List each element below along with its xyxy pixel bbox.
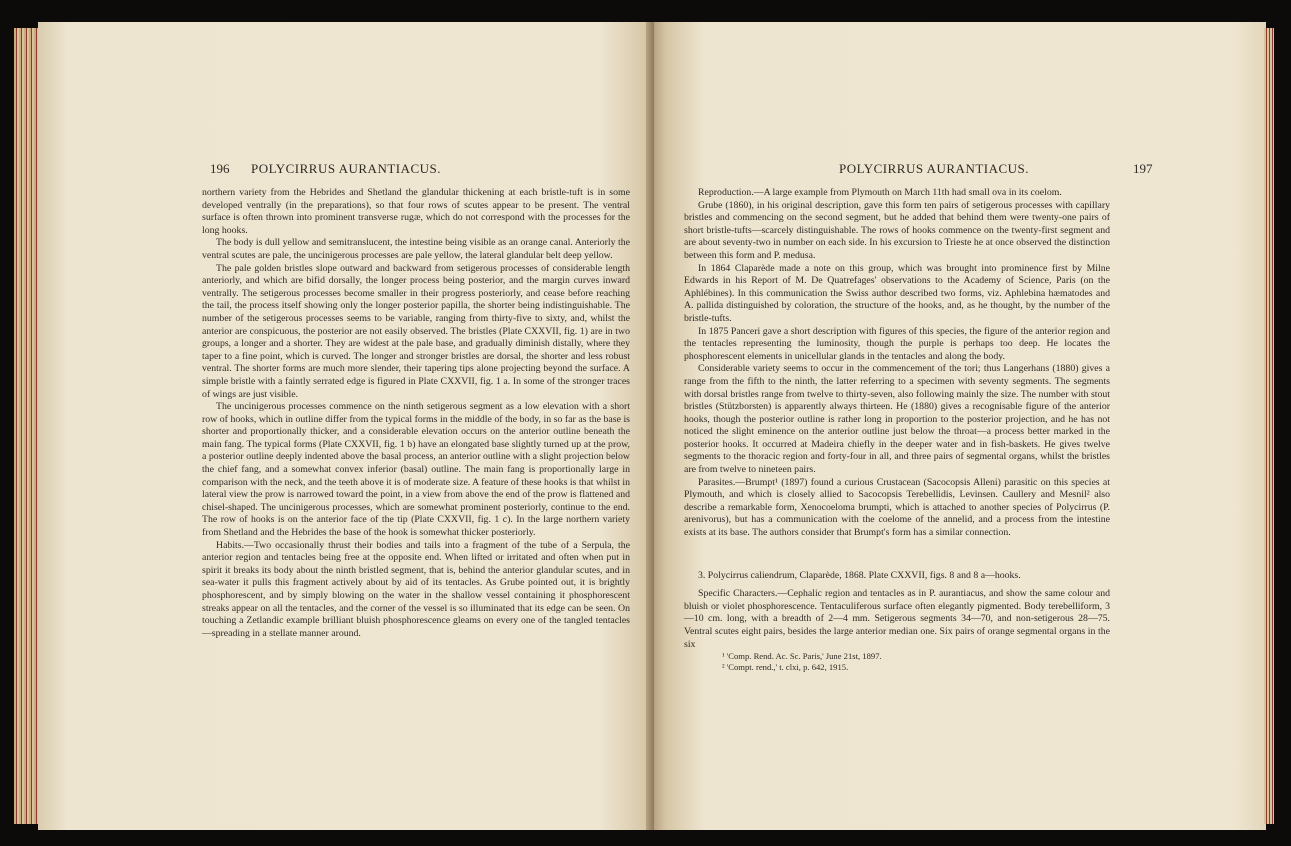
paragraph: In 1864 Claparède made a note on this group, which was brought into prominence first by Milne Edwards in his Report of M. De Quatrefages' observations to the Academy of Science, Paris (on the Aphlébines). In this communication the Swiss author described two forms, viz. Aphlebina hæmatodes and A. pallida distinguished by coloration, the structure of the hooks, and, as he thought, by the number of the bristle-tufts. bbox=[684, 262, 1110, 324]
paragraph: Habits.—Two occasionally thrust their bodies and tails into a fragment of the tube of a Serpula, the anterior region and tentacles being free at the opposite end. When lifted or irritated and often when put in spirit it breaks its body about the ninth bristled segment, that is, behind the anterior glandular scutes, and in sea-water it pulls this fragment actively about by aid of its tentacles. As Grube pointed out, it is brightly phosphorescent, and by simply blowing on the water in the shallow vessel containing it phosphorescent streaks appear on all the tentacles, and the corner of the vessel is so illuminated that its edge can be seen. On touching a Zetlandic example brilliant bluish phosphorescence gleams on every one of the tangled tentacles—spreading in a stellate manner around. bbox=[202, 539, 630, 639]
footnote: ² 'Compt. rend.,' t. clxi, p. 642, 1915. bbox=[722, 661, 849, 672]
species-heading: 3. Polycirrus caliendrum, Claparède, 1868. Plate CXXVII, figs. 8 and 8 a—hooks. bbox=[698, 569, 1021, 581]
left-page bbox=[38, 22, 654, 830]
page-edges-left bbox=[14, 28, 40, 824]
open-book bbox=[14, 14, 1274, 836]
paragraph: The body is dull yellow and semitranslucent, the intestine being visible as an orange canal. Anteriorly the ventral scutes are pale, the uncinigerous processes are pale yellow, the lateral glandular belt deep yellow. bbox=[202, 237, 630, 261]
left-running-head: POLYCIRRUS AURANTIACUS. bbox=[250, 161, 442, 176]
right-running-head: POLYCIRRUS AURANTIACUS. bbox=[838, 161, 1030, 176]
right-text-column bbox=[684, 187, 1110, 673]
paragraph: The pale golden bristles slope outward and backward from setigerous processes of considerable length anteriorly, and which are bifid dorsally, the longer process being posterior, and the margin curves inward ventrally. The setigerous processes become smaller in their progress posteriorly, and cease before reaching the tail, the process itself showing only the longer posterior papilla, the shorter being indistinguishable. The number of the setigerous processes seems to be variable, ranging from thirty-five to sixty, and, whilst the anterior are conspicuous, the posterior are not easily observed. The bristles (Plate CXXVII, fig. 1) are in two groups, a longer and a shorter. They are widest at the pale base, and gradually diminish distally, where they taper to a fine point, which is curved. The longer and stronger bristles are dorsal, the shorter and less robust ventral. The shorter forms are much more slender, their tapering tips alone projecting beyond the surface. A simple bristle with a faintly serrated edge is figured in Plate CXXVII, fig. 1 a. In some of the stronger traces of wings are just visible. bbox=[202, 262, 630, 400]
right-page bbox=[654, 22, 1266, 830]
paragraph: The uncinigerous processes commence on the ninth setigerous segment as a low elevation with a short row of hooks, which in outline differ from the typical forms in the middle of the body, in so far as the base is shorter and proportionally thicker, and a considerable elevation occurs on the anterior outline beneath the main fang. The typical forms (Plate CXXVII, fig. 1 b) have an elongated base slightly turned up at the prow, a posterior outline deeply indented above the basal process, an anterior outline with a slight projection below the chief fang, and a somewhat convex inferior (basal) outline. The main fang is proportionally large in comparison with the neck, and the teeth above it is of moderate size. A feature of these hooks is that whilst in lateral view the prow is narrowed toward the point, in a view from above the end of the prow is flattened and chisel-shaped. The uncinigerous processes, which are somewhat prominent posteriorly, continue to the end. The row of hooks is on the anterior face of the tip (Plate CXXVII, fig. 1 c). In the large northern variety from Shetland and the Hebrides the base of the hook is somewhat thicker posteriorly. bbox=[202, 401, 630, 539]
page-edges-right bbox=[1264, 28, 1274, 824]
paragraph: northern variety from the Hebrides and Shetland the glandular thickening at each bristle-tuft is in some developed ventrally (in the preparations), so that four rows of scutes appear to be present. The ventral surface is often thrown into prominent transverse rugæ, which do not correspond with the processes for the long hooks. bbox=[202, 187, 630, 236]
paragraph: Considerable variety seems to occur in the commencement of the tori; thus Langerhans (1880) gives a range from the fifth to the ninth, the latter referring to a specimen with seventy segments. The segments with dorsal bristles range from twelve to thirty-seven, also following mainly the size. The number with stout bristles (Stützborsten) is apparently always thirteen. He (1880) gives a recognisable figure of the anterior hooks, though the posterior outline is rather long in proportion to the posterior projection, and he has not noticed the slight eminence on the anterior outline just below the throat—a process better marked in the posterior hooks. It occurred at Madeira chiefly in the deeper water and in fish-baskets. He gives twelve segments to the thoracic region and forty-four in all, and three pairs of segmental organs, whilst the bristles are from twelve to nineteen pairs. bbox=[684, 363, 1110, 476]
paragraph: Grube (1860), in his original description, gave this form ten pairs of setigerous processes with capillary bristles and commencing on the second segment, but he added that behind them were twenty-one pairs of short bristle-tufts—scarcely distinguishable. The rows of hooks commence on the twenty-first segment and are about seventy-two in number on each side. In his excursion to Trieste he at once observed the distinction between this form and P. medusa. bbox=[684, 199, 1110, 261]
left-text-column bbox=[202, 187, 630, 640]
paragraph: In 1875 Panceri gave a short description with figures of this species, the figure of the anterior region and the tentacles representing the luminosity, though the purple is perhaps too deep. He locates the phosphorescent elements in unicellular glands in the tentacles and along the body. bbox=[684, 325, 1110, 362]
paragraph: Reproduction.—A large example from Plymouth on March 11th had small ova in its coelom. bbox=[698, 187, 1062, 198]
paragraph: Parasites.—Brumpt¹ (1897) found a curious Crustacean (Sacocopsis Alleni) parasitic on this species at Plymouth, and which is closely allied to Sacocopsis Terebellidis, Levinsen. Caullery and Mesnil² also describe a remarkable form, Xenocoeloma brumpti, which is attached to another species of Polycirrus (P. arenivorus), but has a communication with the coelome of the annelid, and a process from the intestine exists at its base. The authors consider that Brumpt's form has a similar connection. bbox=[684, 476, 1110, 539]
left-page-number: 196 bbox=[210, 161, 230, 176]
specific-characters: Specific Characters.—Cephalic region and tentacles as in P. aurantiacus, and show the same colour and bluish or violet phosphorescence. Tentaculiferous surface often elegantly pigmented. Body terebelliform, 3—10 cm. long, with a breadth of 2—4 mm. Setigerous segments 34—70, and non-setigerous 28—75. Ventral scutes eight pairs, besides the large anterior median one. Six pairs of orange segmental organs in the six bbox=[684, 588, 1110, 650]
footnote: ¹ 'Comp. Rend. Ac. Sc. Paris,' June 21st, 1897. bbox=[722, 651, 882, 662]
right-page-number: 197 bbox=[1133, 161, 1153, 176]
